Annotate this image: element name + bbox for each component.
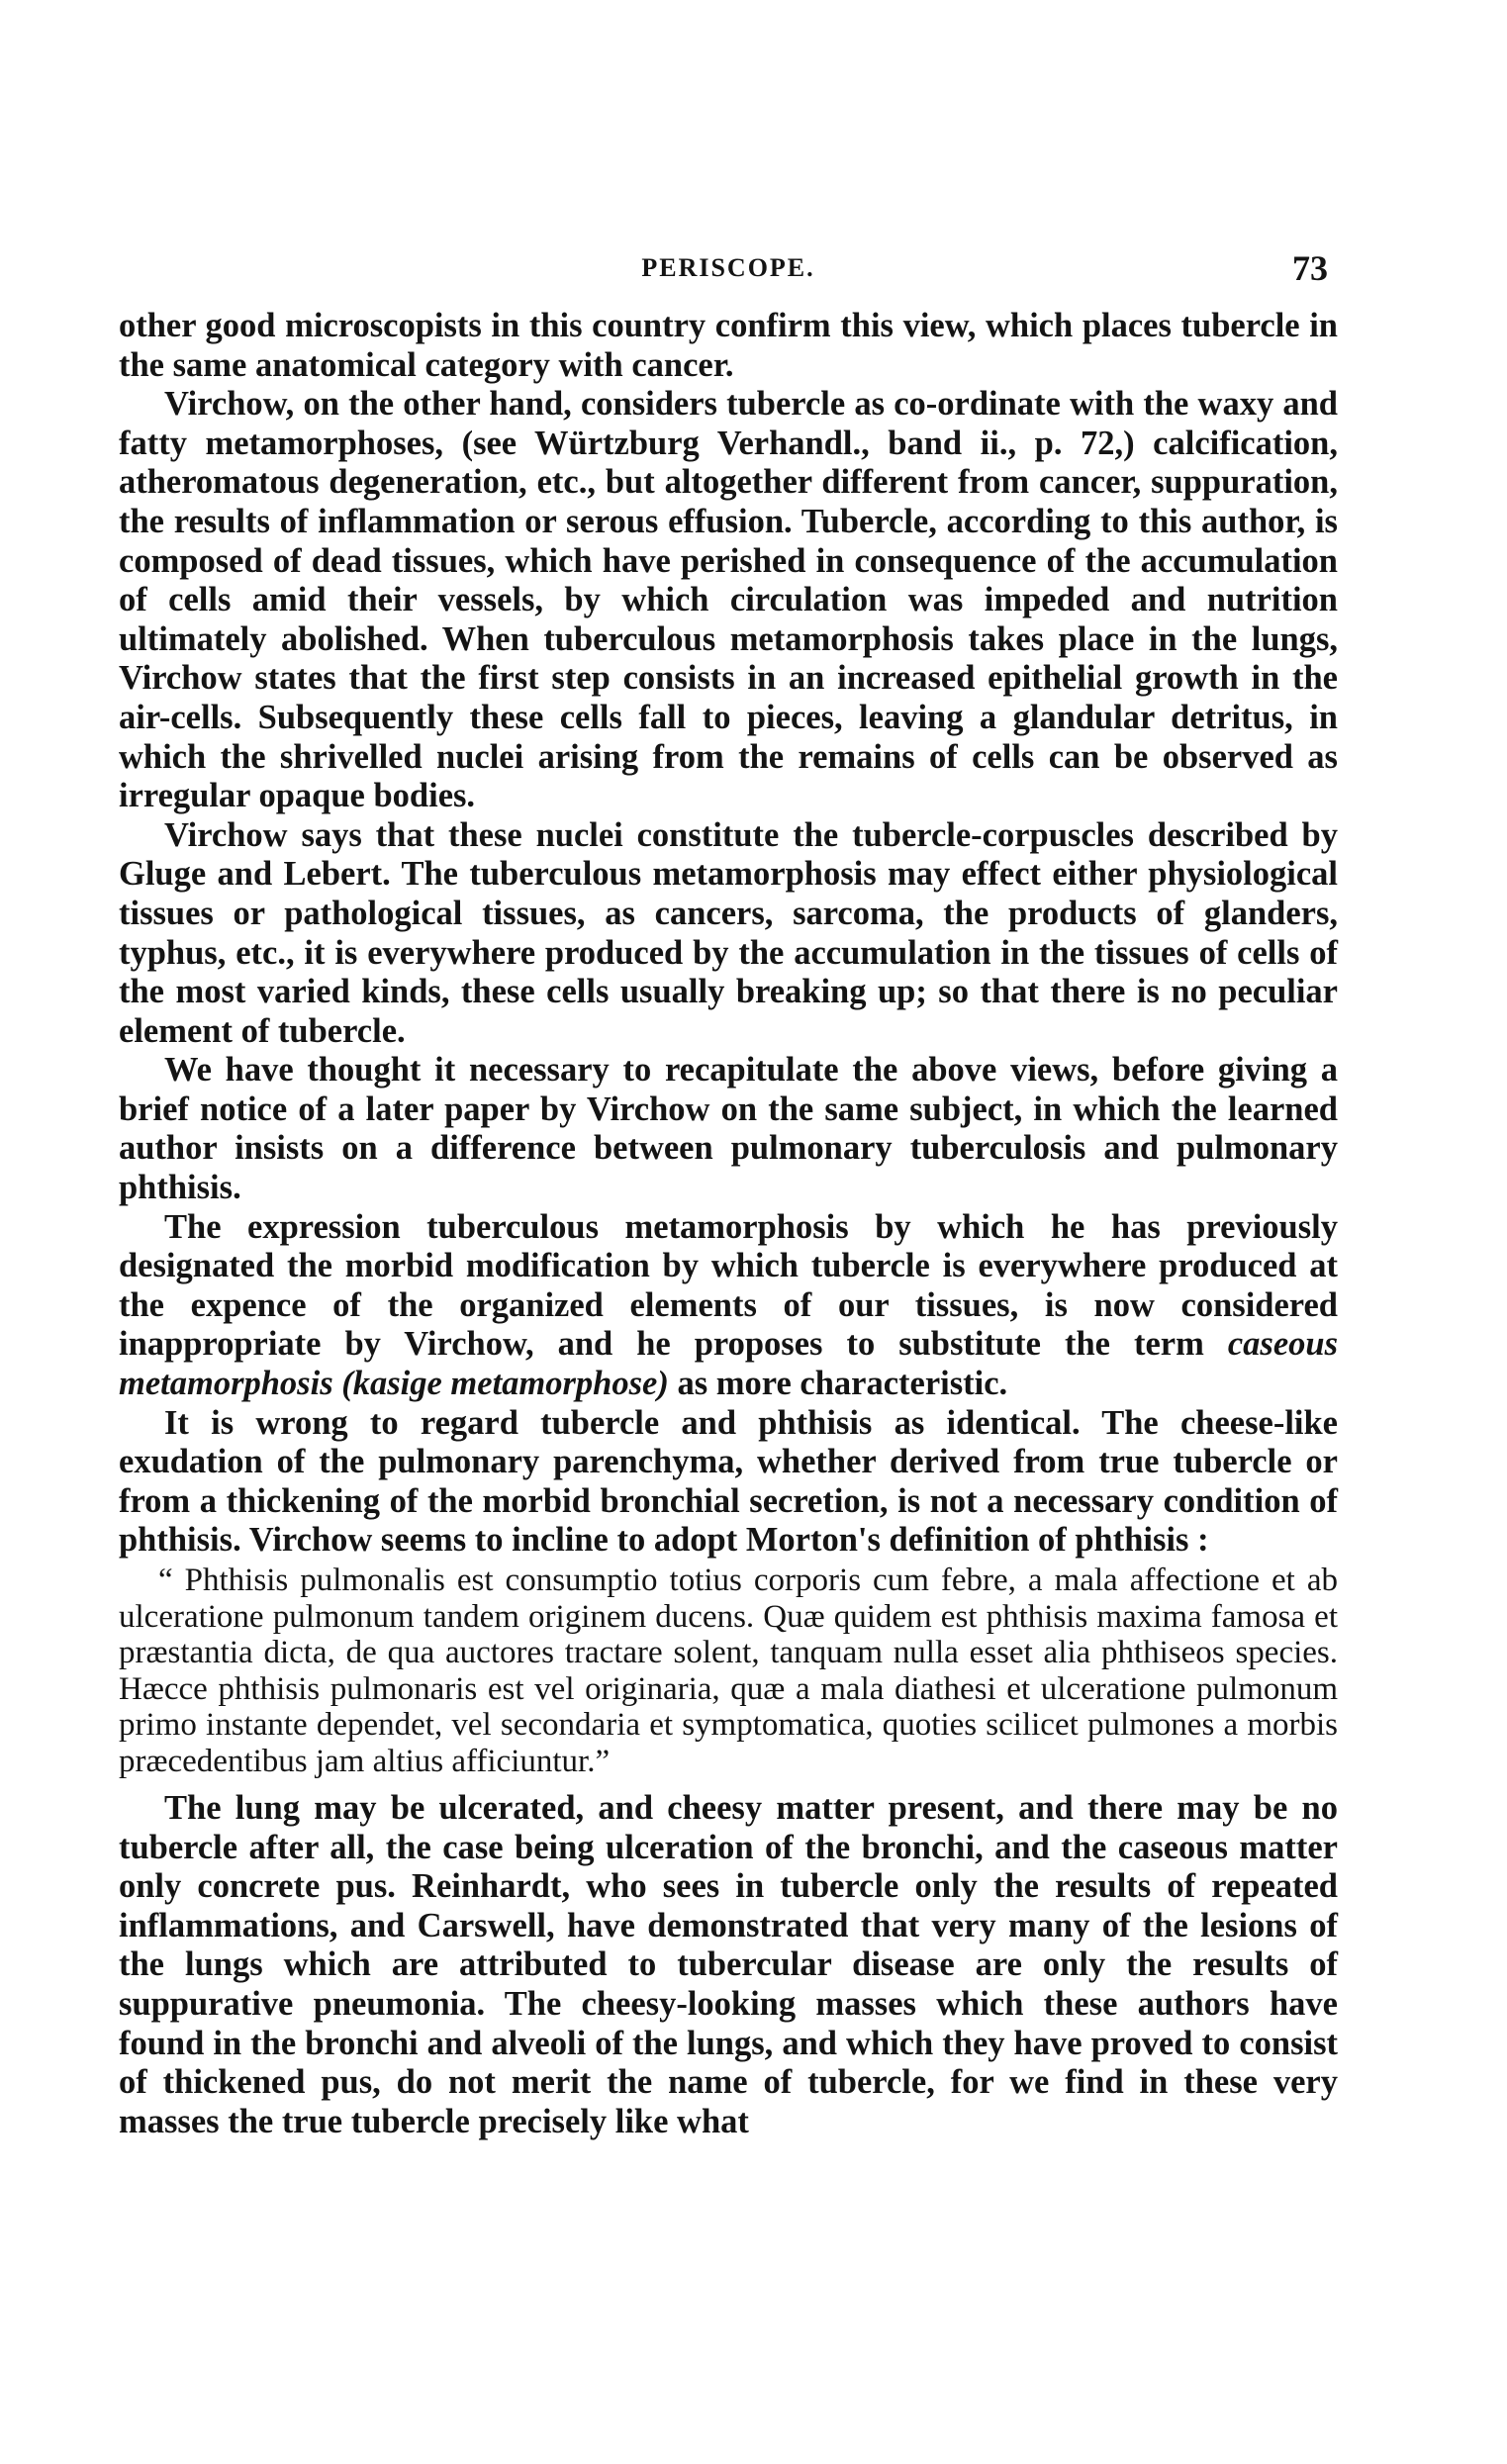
running-head bbox=[119, 247, 1338, 307]
paragraph-6: It is wrong to regard tubercle and phthisis as identical. The cheese-like exudation of the pulmonary parenchyma, whether derived from true tubercle or from a thickening of the morbid bronchial secretion, is not a necessary condition of phthisis. Virchow seems to incline to adopt Morton's definition of phthisis : bbox=[119, 1403, 1338, 1560]
body-text bbox=[119, 307, 1338, 2141]
book-page bbox=[119, 247, 1338, 2141]
paragraph-1: other good microscopists in this country confirm this view, which places tubercle in the same anatomical category with cancer. bbox=[119, 307, 1338, 384]
running-title: PERISCOPE. bbox=[641, 253, 815, 282]
latin-quotation: “ Phthisis pulmonalis est consumptio totius corporis cum febre, a mala affectione et ab ulceratione pulmonum tandem originem ducens. Quæ quidem est phthisis maxima famosa et præstantia dicta, de qua auctores tractare solent, tanquam nulla esset alia phthiseos species. Hæcce phthisis pulmonaris est vel originaria, quæ a mala diathesi et ulceratione pulmonum primo instante dependet, vel secondaria et symptomatica, quoties scilicet pulmones a morbis præcedentibus jam altius afficiuntur.” bbox=[119, 1563, 1338, 1779]
paragraph-5-text-after: as more characteristic. bbox=[668, 1365, 1008, 1403]
paragraph-8: The lung may be ulcerated, and cheesy matter present, and there may be no tubercle after all, the case being ulceration of the bronchi, and the caseous matter only concrete pus. Reinhardt, who sees in tubercle only the results of repeated inflammations, and Carswell, have demonstrated that very many of the lesions of the lungs which are attributed to tubercular disease are only the results of suppurative pneumonia. The cheesy-looking masses which these authors have found in the bronchi and alveoli of the lungs, and which they have proved to consist of thickened pus, do not merit the name of tubercle, for we find in these very masses the true tubercle precisely like what bbox=[119, 1789, 1338, 2140]
italic-term: caseous metamorphosis (kasige metamorphose) bbox=[119, 1325, 1338, 1403]
paragraph-5-text-before: The expression tuberculous metamorphosis by which he has previously designated the morbid modification by which tubercle is everywhere produced at the expence of the organized elements of our tissues, is now considered inappropriate by Virchow, and he proposes to substitute the term bbox=[119, 1207, 1338, 1364]
paragraph-5 bbox=[119, 1208, 1338, 1404]
paragraph-4: We have thought it necessary to recapitulate the above views, before giving a brief notice of a later paper by Virchow on the same subject, in which the learned author insists on a difference between pulmonary tuberculosis and pulmonary phthisis. bbox=[119, 1051, 1338, 1207]
paragraph-2: Virchow, on the other hand, considers tubercle as co-ordinate with the waxy and fatty metamorphoses, (see Würtzburg Verhandl., band ii., p. 72,) calcification, atheromatous degeneration, etc., but altogether different from cancer, suppuration, the results of inflammation or serous effusion. Tubercle, according to this author, is composed of dead tissues, which have perished in consequence of the accumulation of cells amid their vessels, by which circulation was impeded and nutrition ultimately abolished. When tuberculous metamorphosis takes place in the lungs, Virchow states that the first step consists in an increased epithelial growth in the air-cells. Subsequently these cells fall to pieces, leaving a glandular detritus, in which the shrivelled nuclei arising from the remains of cells can be observed as irregular opaque bodies. bbox=[119, 385, 1338, 815]
page-number: 73 bbox=[1292, 248, 1328, 288]
paragraph-3: Virchow says that these nuclei constitute the tubercle-corpuscles described by Gluge and Lebert. The tuberculous metamorphosis may effect either physiological tissues or pathological tissues, as cancers, sarcoma, the products of glanders, typhus, etc., it is everywhere produced by the accumulation in the tissues of cells of the most varied kinds, these cells usually breaking up; so that there is no peculiar element of tubercle. bbox=[119, 815, 1338, 1050]
